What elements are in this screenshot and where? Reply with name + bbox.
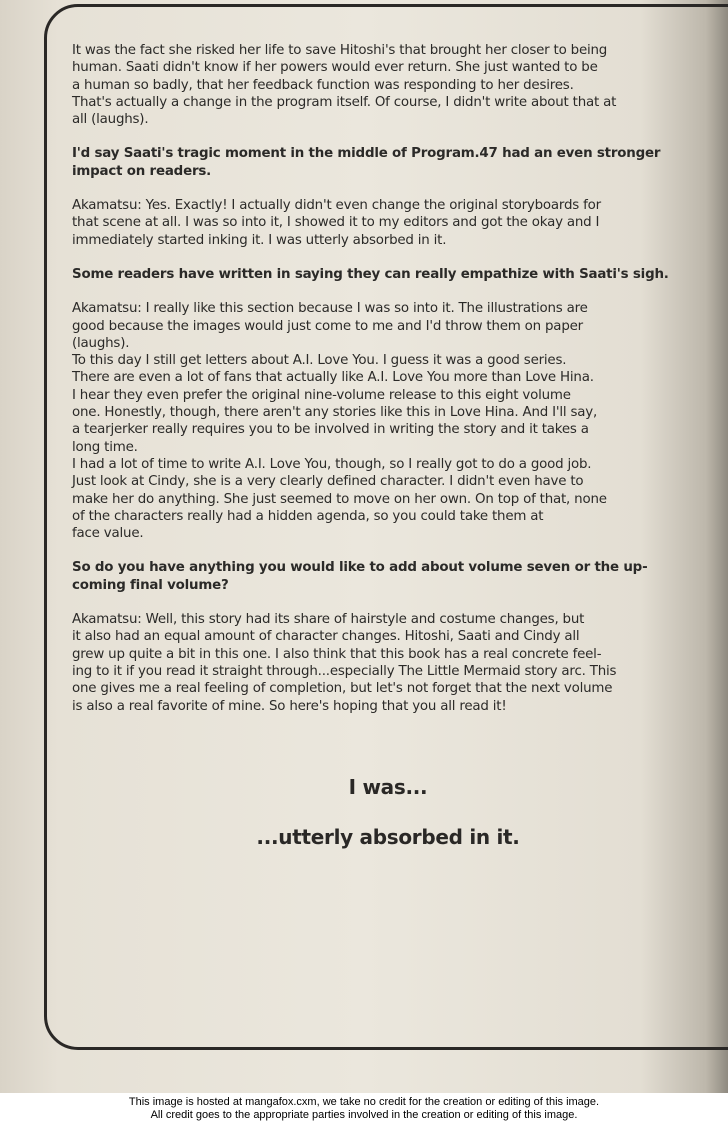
disclaimer-line-1: This image is hosted at mangafox.cxm, we take no credit for the creation or editing of this image. <box>128 1096 600 1108</box>
text-line: Akamatsu: Yes. Exactly! I actually didn't even change the original storyboards for <box>72 198 601 214</box>
text-line: Akamatsu: I really like this section because I was so into it. The illustrations are <box>72 301 588 317</box>
text-line: good because the images would just come to me and I'd throw them on paper <box>72 318 583 334</box>
pullquote-line-2: ...utterly absorbed in it. <box>256 825 520 849</box>
question-1 <box>72 145 700 180</box>
text-line: To this day I still get letters about A.I. Love You. I guess it was a good series. <box>72 353 567 369</box>
hosting-disclaimer <box>0 1096 728 1122</box>
text-line: is also a real favorite of mine. So here's hoping that you all read it! <box>72 698 507 714</box>
text-line: I had a lot of time to write A.I. Love You, though, so I really got to do a good job. <box>72 456 592 472</box>
text-line: long time. <box>72 439 138 455</box>
question-2 <box>72 266 700 283</box>
text-line: coming final volume? <box>72 577 229 593</box>
text-line: There are even a lot of fans that actually like A.I. Love You more than Love Hina. <box>72 370 594 386</box>
answer-3 <box>72 611 700 715</box>
text-line: a tearjerker really requires you to be involved in writing the story and it takes a <box>72 422 589 438</box>
text-line: So do you have anything you would like to add about volume seven or the up- <box>72 560 648 576</box>
text-line: immediately started inking it. I was utterly absorbed in it. <box>72 232 447 248</box>
text-line: That's actually a change in the program itself. Of course, I didn't write about that at <box>72 94 617 110</box>
text-line: I hear they even prefer the original nine-volume release to this eight volume <box>72 387 571 403</box>
text-line: make her do anything. She just seemed to move on her own. On top of that, none <box>72 491 607 507</box>
answer-1 <box>72 197 700 249</box>
text-line: Some readers have written in saying they can really empathize with Saati's sigh. <box>72 266 669 282</box>
text-line: ing to it if you read it straight through...especially The Little Mermaid story arc. This <box>72 663 617 679</box>
text-line: It was the fact she risked her life to save Hitoshi's that brought her closer to being <box>72 43 608 58</box>
text-line: grew up quite a bit in this one. I also think that this book has a real concrete feel- <box>72 646 602 662</box>
text-line: impact on readers. <box>72 163 212 179</box>
pullquote-line-1: I was... <box>348 775 428 799</box>
text-line: a human so badly, that her feedback function was responding to her desires. <box>72 77 574 93</box>
text-line: it also had an equal amount of character changes. Hitoshi, Saati and Cindy all <box>72 629 580 645</box>
text-line: face value. <box>72 526 144 542</box>
paragraph-1 <box>72 42 700 128</box>
text-line: I'd say Saati's tragic moment in the middle of Program.47 had an even stronger <box>72 146 661 162</box>
text-line: human. Saati didn't know if her powers would ever return. She just wanted to be <box>72 60 598 76</box>
interview-text <box>72 42 700 732</box>
text-line: one gives me a real feeling of completion, but let's not forget that the next volume <box>72 681 613 697</box>
text-line: one. Honestly, though, there aren't any stories like this in Love Hina. And I'll say, <box>72 405 598 421</box>
text-line: Just look at Cindy, she is a very clearly defined character. I didn't even have to <box>72 474 584 490</box>
disclaimer-line-2: All credit goes to the appropriate parties involved in the creation or editing of this image. <box>150 1109 578 1121</box>
text-line: of the characters really had a hidden agenda, so you could take them at <box>72 508 544 524</box>
text-line: (laughs). <box>72 335 130 351</box>
answer-2 <box>72 300 700 542</box>
text-line: Akamatsu: Well, this story had its share of hairstyle and costume changes, but <box>72 612 585 628</box>
question-3 <box>72 559 700 594</box>
text-line: that scene at all. I was so into it, I showed it to my editors and got the okay and I <box>72 215 600 231</box>
text-line: all (laughs). <box>72 112 149 128</box>
